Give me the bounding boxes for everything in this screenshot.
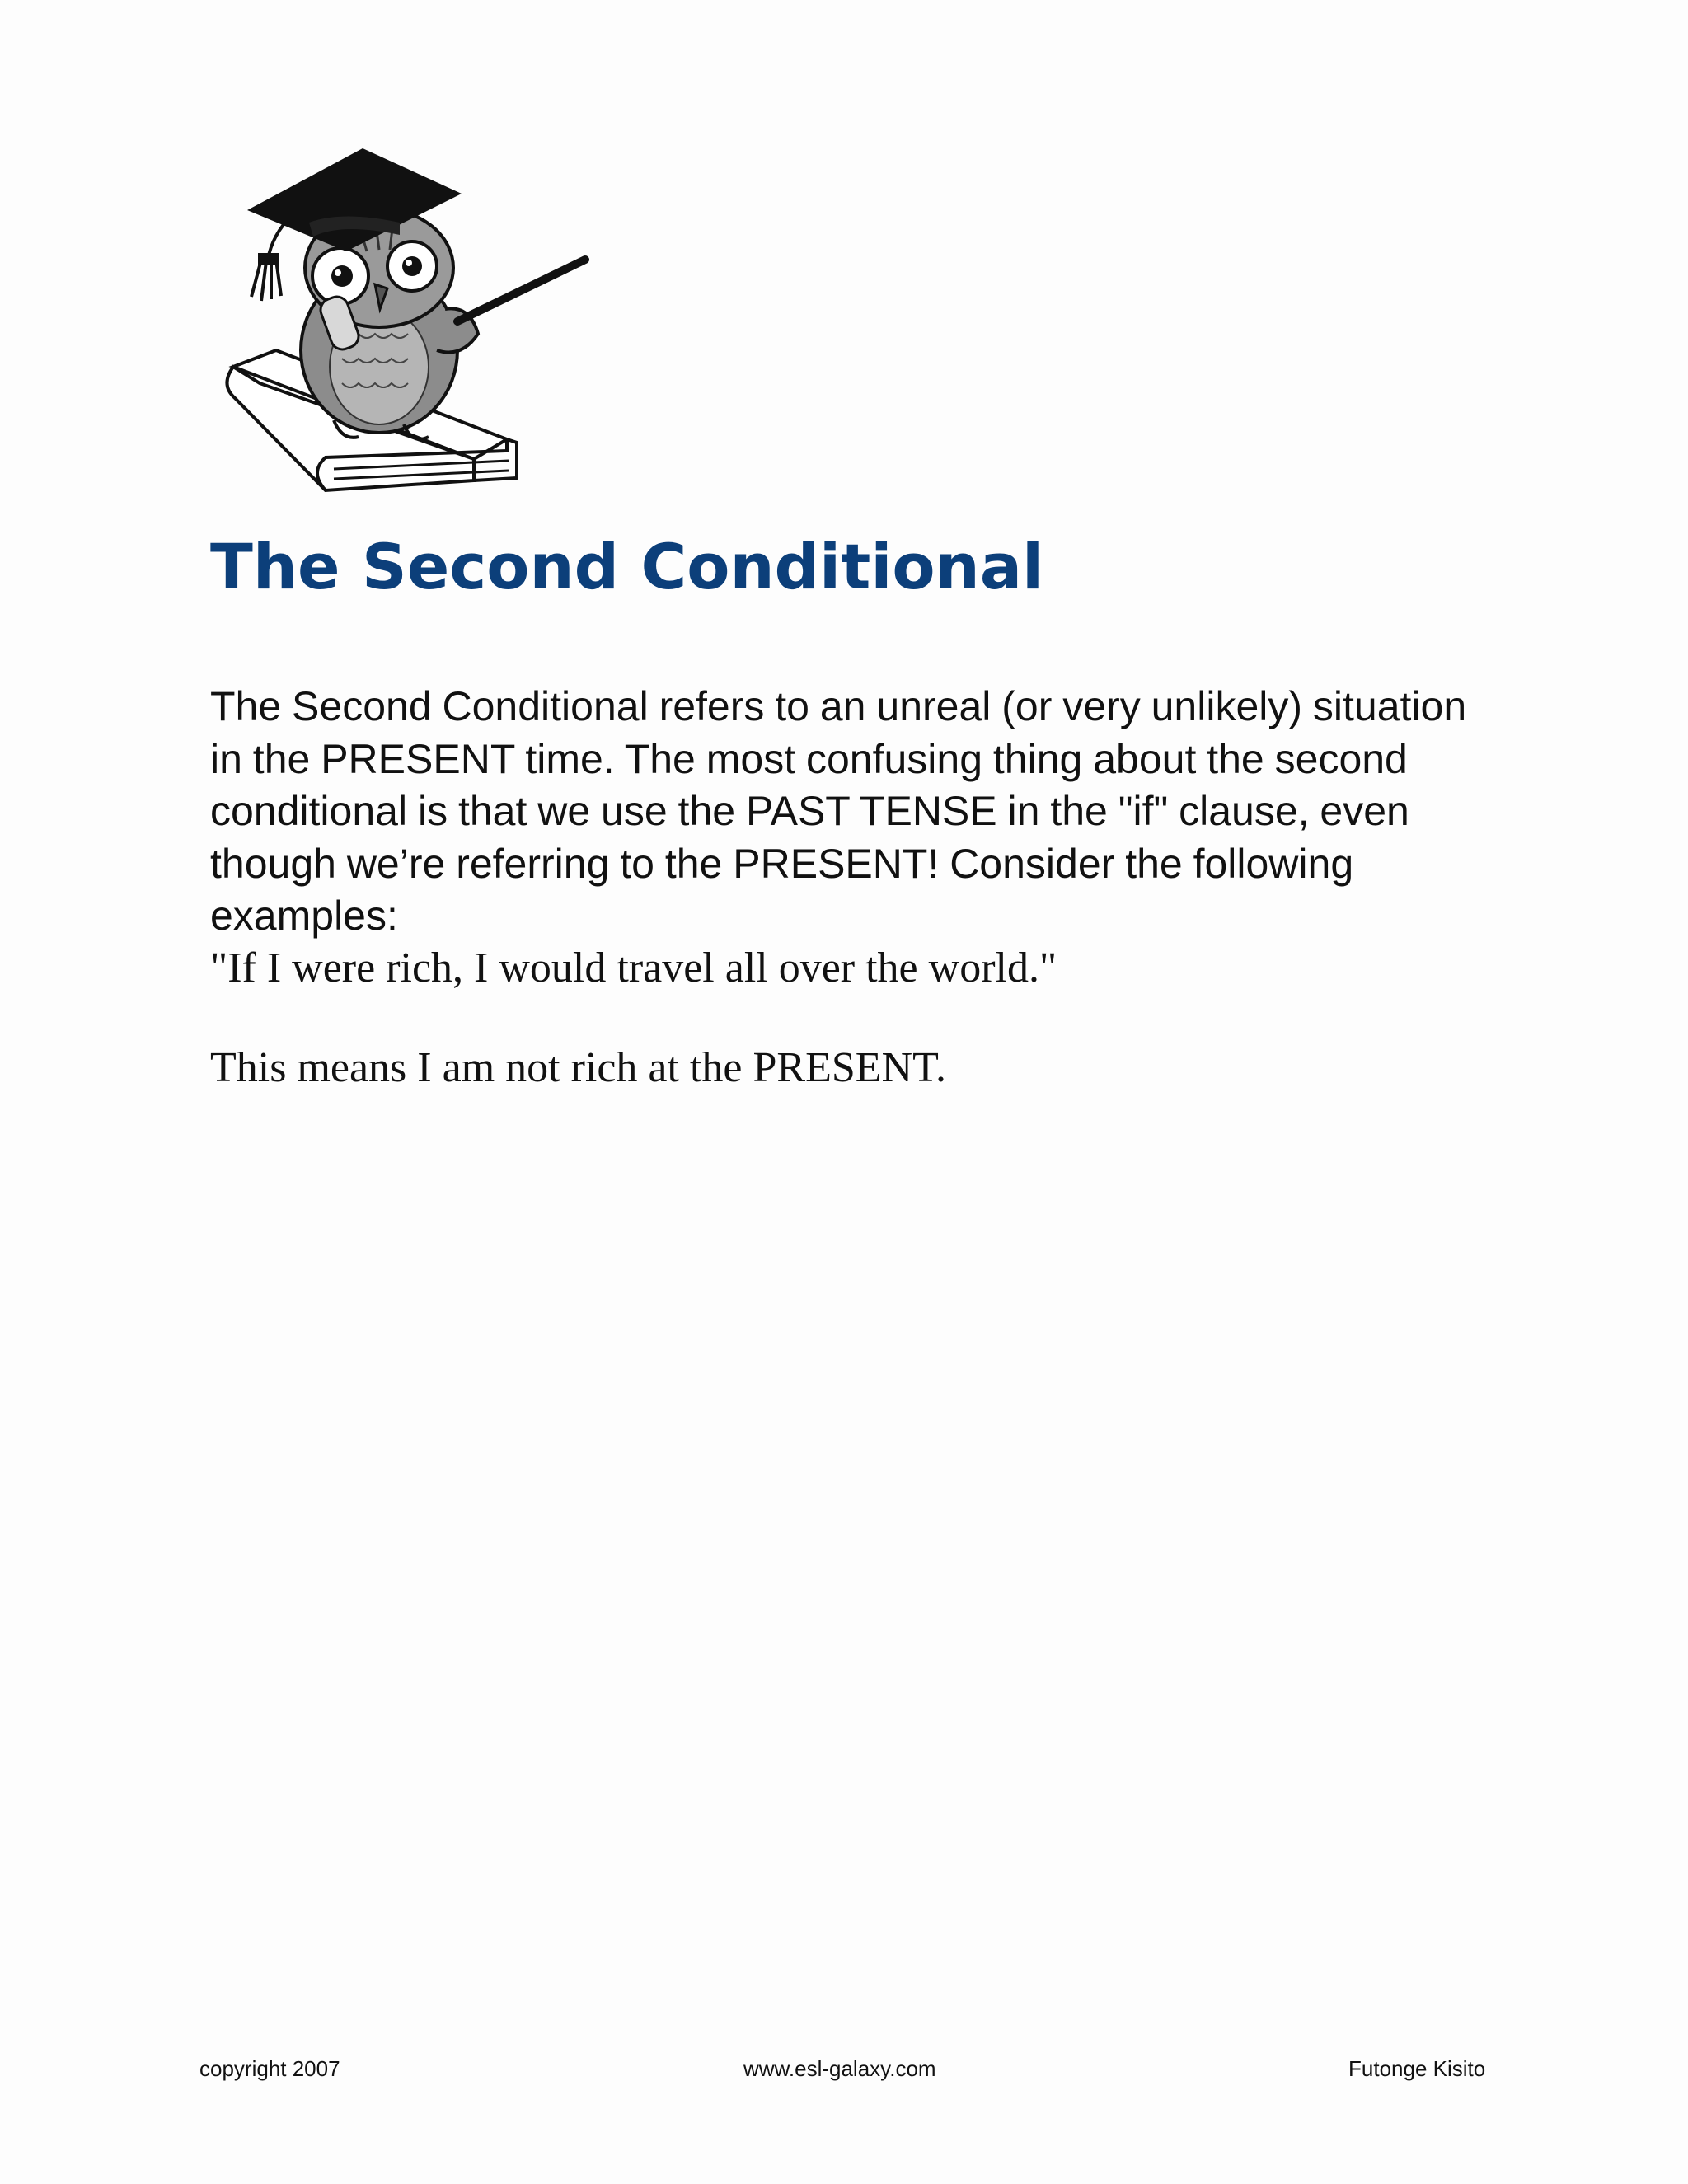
footer-website: www.esl-galaxy.com — [743, 2056, 936, 2081]
example-explanation: This means I am not rich at the PRESENT. — [210, 1044, 946, 1091]
owl-graduate-on-book-icon — [210, 144, 589, 507]
pointer-stick-icon — [457, 260, 585, 321]
footer-copyright: copyright 2007 — [199, 2056, 340, 2081]
page-title: The Second Conditional — [210, 530, 1044, 603]
intro-paragraph: The Second Conditional refers to an unreal (or very unlikely) situation in the PRESENT time. The most confusing thing about the second conditional is that we use the PAST TENSE in the "if" clause, even though we’re referring to the PRESENT! Consider the following examples: — [210, 683, 1467, 939]
footer-author: Futonge Kisito — [1348, 2056, 1486, 2081]
example-sentence: "If I were rich, I would travel all over the world." — [210, 944, 1057, 991]
